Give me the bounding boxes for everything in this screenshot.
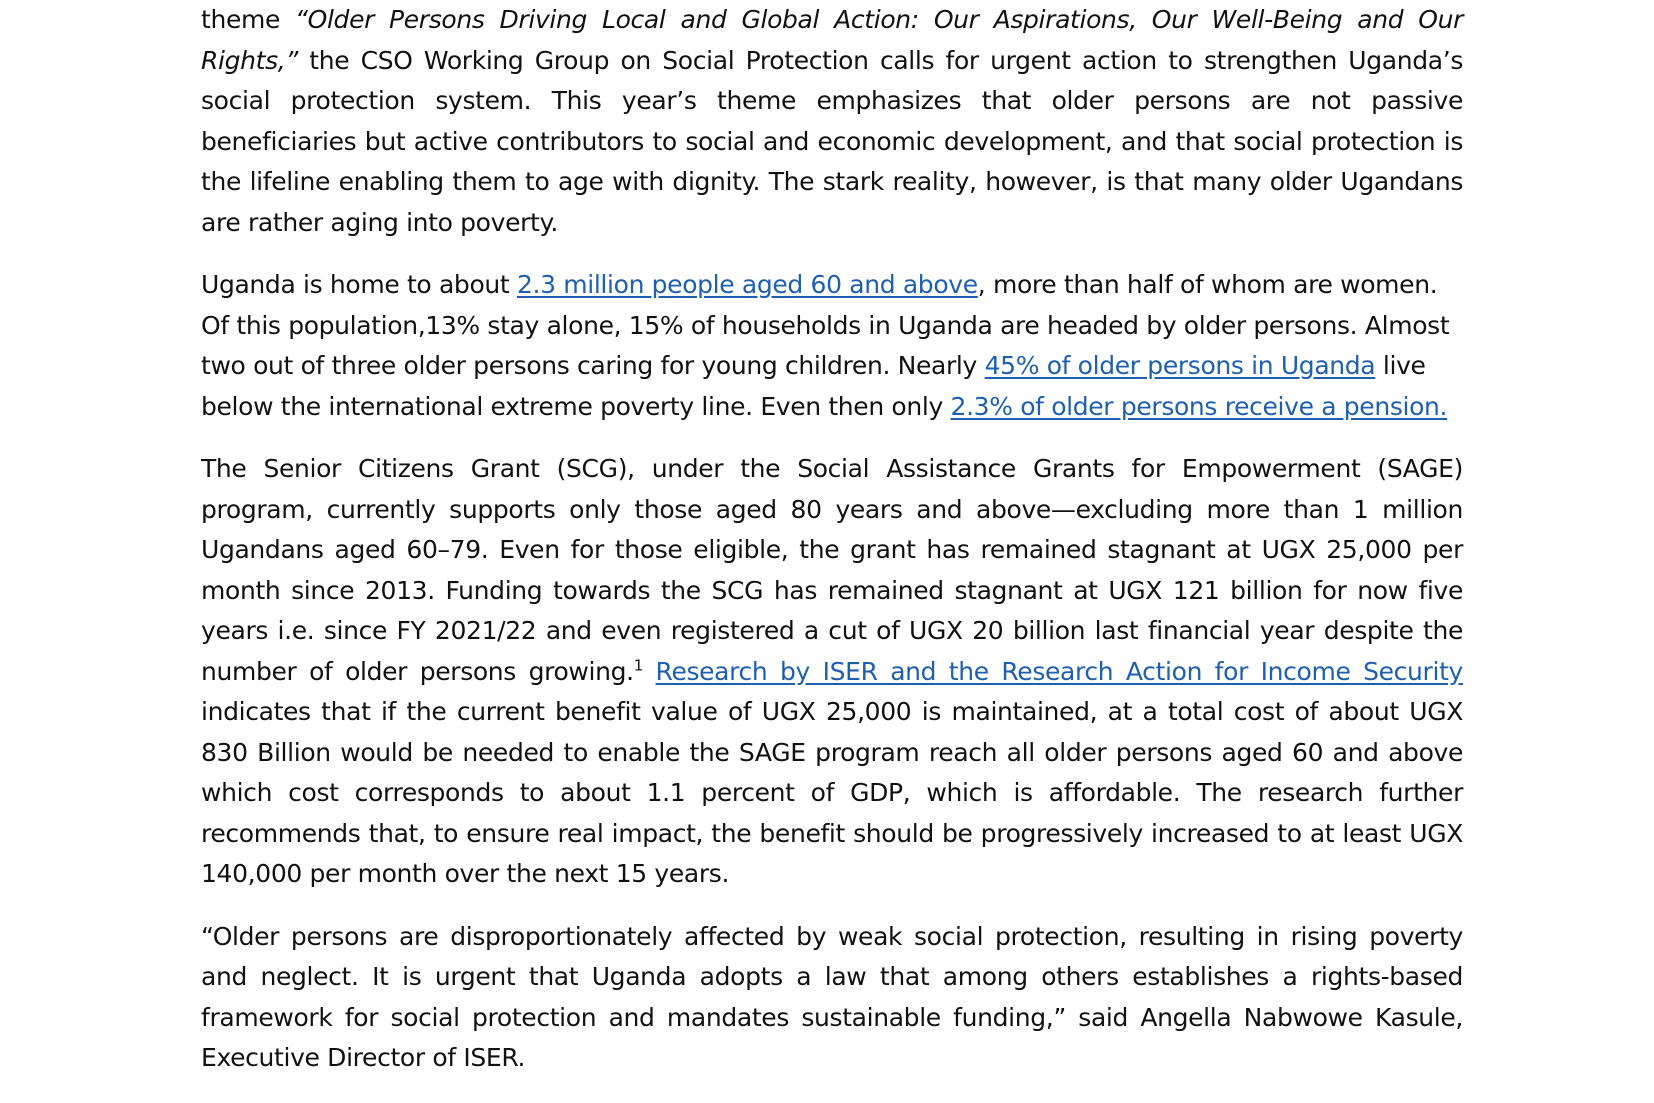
population-text-3: live below the international extreme poverty line. Even then only — [201, 351, 1426, 421]
document-body — [201, 0, 1463, 1079]
population-text-1: Uganda is home to about — [201, 270, 517, 299]
link-iser-research[interactable]: Research by ISER and the Research Action for Income Security — [655, 656, 1463, 686]
theme-lead-text: theme — [201, 5, 296, 34]
footnote-marker: 1 — [633, 656, 643, 675]
theme-title: “Older Persons Driving Local and Global Action: Our Aspirations, Our Well-Being and Our Rights,” — [201, 5, 1464, 75]
scg-text-1: The Senior Citizens Grant (SCG), under the Social Assistance Grants for Empowerment (SAGE) program, currently supports only those aged 80 years and above—excluding more than 1 million Ugandans aged 60–79. Even for those eligible, the grant has remained stagnant at UGX 25,000 per month since 2013. Funding towards the SCG has remained stagnant at UGX 121 billion for now five years i.e. since FY 2021/22 and even registered a cut of UGX 20 billion last financial year despite the number of older persons growing. — [201, 454, 1463, 686]
theme-body-text: the CSO Working Group on Social Protection calls for urgent action to strengthen Uganda’s social protection system. This year’s theme emphasizes that older persons are not passive beneficiaries but active contributors to social and economic development, and that social protection is the lifeline enabling them to age with dignity. The stark reality, however, is that many older Ugandans are rather aging into poverty. — [201, 45, 1463, 237]
link-poverty-statistic[interactable]: 45% of older persons in Uganda — [984, 351, 1376, 380]
paragraph-quote — [201, 917, 1463, 1079]
quote-text: “Older persons are disproportionately affected by weak social protection, resulting in rising poverty and neglect. It is urgent that Uganda adopts a law that among others establishes a rights-based framework for social protection and mandates sustainable funding,” said Angella Nabwowe Kasule, Executive Director of ISER. — [201, 921, 1463, 1072]
scg-text-2: indicates that if the current benefit value of UGX 25,000 is maintained, at a total cost of about UGX 830 Billion would be needed to enable the SAGE program reach all older persons aged 60 and above which cost corresponds to about 1.1 percent of GDP, which is affordable. The research further recommends that, to ensure real impact, the benefit should be progressively increased to at least UGX 140,000 per month over the next 15 years. — [201, 697, 1463, 888]
paragraph-senior-citizens-grant — [201, 449, 1463, 895]
population-text-2: , more than half of whom are women. Of this population,13% stay alone, 15% of households in Uganda are headed by older persons. Almost two out of three older persons caring for young children. Nearly — [201, 270, 1450, 380]
paragraph-theme — [201, 0, 1463, 243]
link-older-population[interactable]: 2.3 million people aged 60 and above — [516, 270, 978, 299]
paragraph-population — [201, 265, 1463, 427]
link-pension-statistic[interactable]: 2.3% of older persons receive a pension. — [950, 391, 1448, 421]
